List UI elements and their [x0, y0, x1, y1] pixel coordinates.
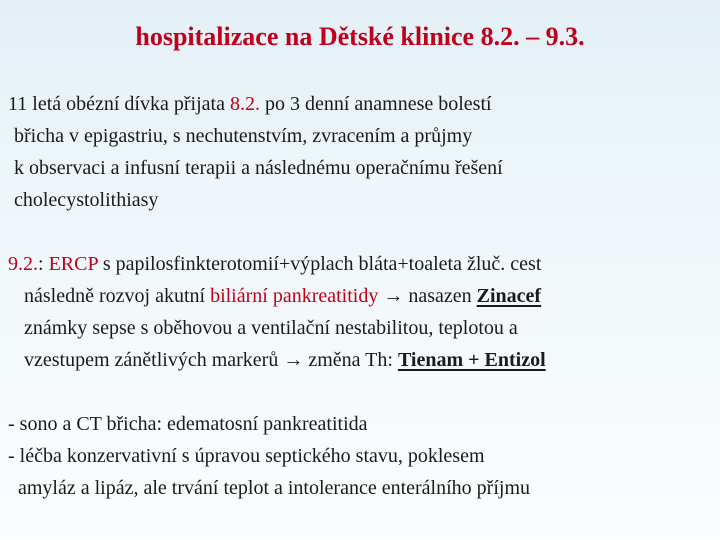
para1-line4: cholecystolithiasy [14, 189, 159, 211]
ercp-label: ERCP [48, 253, 98, 275]
para2-line2-text-b: → nasazen [378, 285, 477, 307]
para3-line2: - léčba konzervativní s úpravou septického stavu, poklesem [8, 445, 485, 467]
para2-line2-text-a: následně rozvoj akutní [24, 285, 211, 307]
slide-title: hospitalizace na Dětské klinice 8.2. – 9.3. [135, 22, 585, 51]
drug-tienam-entizol: Tienam + Entizol [397, 349, 546, 371]
para1-line3: k observaci a infusní terapii a následnému operačnímu řešení [14, 157, 503, 179]
para2-line3: známky sepse s oběhovou a ventilační nestabilitou, teplotou a [24, 317, 518, 339]
para2-line1 [8, 252, 541, 276]
diagnosis-highlight: biliární pankreatitidy [210, 285, 379, 307]
para1-line1-text-a: 11 letá obézní dívka přijata [8, 93, 230, 115]
para3-line1: - sono a CT břicha: edematosní pankreatitida [8, 413, 368, 435]
para2-line4-text-a: vzestupem zánětlivých markerů → změna Th: [24, 349, 398, 371]
drug-zinacef: Zinacef [476, 285, 542, 307]
para2-line1-rest: s papilosfinkterotomií+výplach bláta+toaleta žluč. cest [97, 253, 542, 275]
ercp-date: 9.2. [8, 253, 38, 275]
para2-line2 [24, 284, 541, 308]
para1-line2: břicha v epigastriu, s nechutenstvím, zvracením a průjmy [14, 125, 473, 147]
para1-line1-text-b: po 3 denní anamnese bolestí [259, 93, 492, 115]
para2-colon: : [38, 253, 49, 275]
para3-line3: amyláz a lipáz, ale trvání teplot a intolerance enterálního příjmu [18, 477, 531, 499]
para1-line1 [8, 92, 492, 116]
para2-line4 [24, 348, 546, 372]
admission-date: 8.2. [229, 93, 260, 115]
